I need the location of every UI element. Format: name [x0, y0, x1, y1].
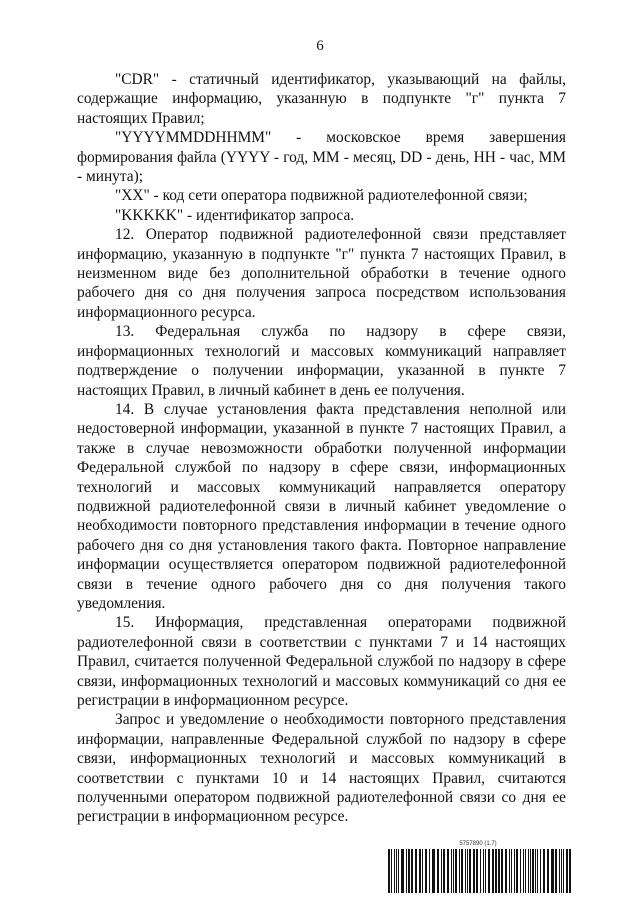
barcode-code-text: 5757890 (1.7) — [459, 841, 497, 847]
document-body — [77, 70, 566, 827]
paragraph-request-notice: Запрос и уведомление о необходимости повторного представления информации, направленные Федеральной службой по надзору в сфере связи, информационных технологий и массовых коммуникаций в соответствии с пунктами 10 и 14 настоящих Правил, считаются полученными оператором подвижной радиотелефонной связи со дня ее регистрации в информационном ресурсе. — [77, 711, 566, 826]
paragraph-request-id: "KKKKK" - идентификатор запроса. — [115, 206, 355, 224]
paragraph-item-13: 13. Федеральная служба по надзору в сфере связи, информационных технологий и массовых коммуникаций направляет подтверждение о получении информации, указанной в пункте 7 настоящих Правил, в личный кабинет в день ее получения. — [77, 323, 566, 399]
document-barcode — [388, 841, 572, 893]
paragraph-cdr: "CDR" - статичный идентификатор, указывающий на файлы, содержащие информацию, указанную в подпункте "г" пункта 7 настоящих Правил; — [77, 71, 566, 127]
barcode-icon — [388, 849, 572, 893]
paragraph-datetime: "YYYYMMDDHHMM" - московское время завершения формирования файла (YYYY - год, MM - месяц, DD - день, HH - час, MM - минута); — [77, 129, 566, 186]
paragraph-item-14: 14. В случае установления факта представления неполной или недостоверной информации, указанной в пункте 7 настоящих Правил, а также в случае невозможности обработки полученной информации Федеральной службой по надзору в сфере связи, информационных технологий и массовых коммуникаций направляется оператору подвижной радиотелефонной связи в личный кабинет уведомление о необходимости повторного представления информации в течение одного рабочего дня со дня установления такого факта. Повторное направление информации осуществляется оператором подвижной радиотелефонной связи в течение одного рабочего дня со дня получения такого уведомления. — [77, 400, 566, 612]
paragraph-network-code: "XX" - код сети оператора подвижной радиотелефонной связи; — [115, 187, 528, 205]
paragraph-item-12: 12. Оператор подвижной радиотелефонной связи представляет информацию, указанную в подпункте "г" пункта 7 настоящих Правил, в неизменном виде без дополнительной обработки в течение одного рабочего дня со дня получения запроса посредством использования информационного ресурса. — [77, 226, 566, 321]
page-number: 6 — [316, 38, 324, 54]
paragraph-item-15: 15. Информация, представленная операторами подвижной радиотелефонной связи в соответствии с пунктами 7 и 14 настоящих Правил, считается полученной Федеральной службой по надзору в сфере связи, информационных технологий и массовых коммуникаций со дня ее регистрации в информационном ресурсе. — [77, 614, 566, 709]
